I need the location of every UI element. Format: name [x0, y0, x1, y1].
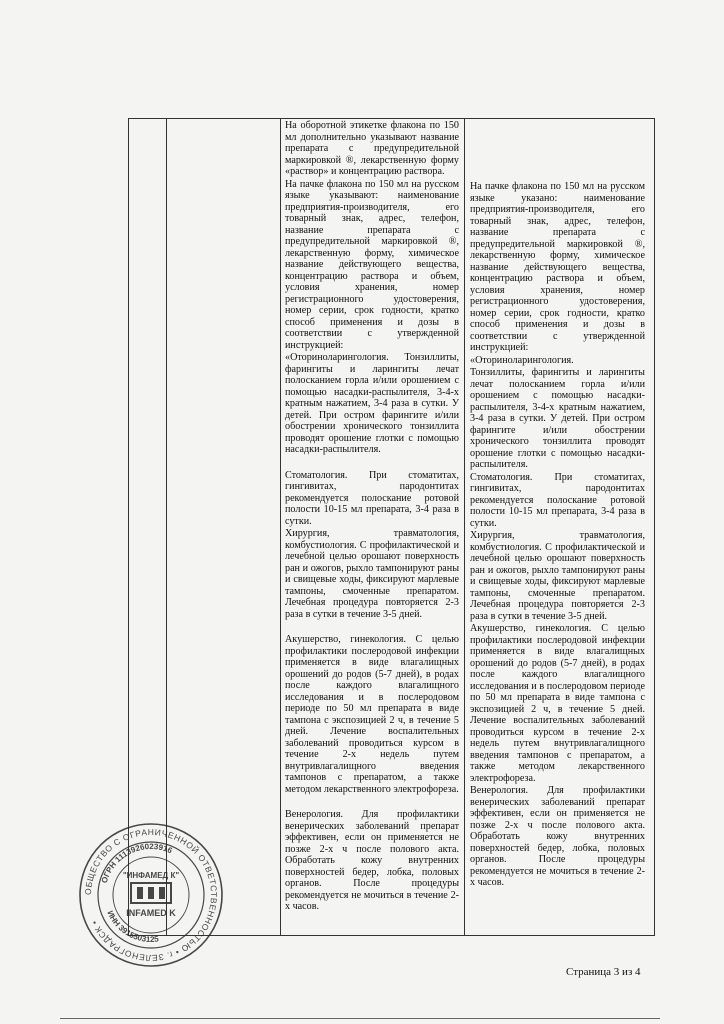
- paragraph: Стоматология. При стоматитах, гингивитах, пародонтитах рекомендуется полоскание ротовой полости 10-15 мл препарата, 3-4 раза в сутки.: [470, 471, 645, 529]
- table-column-divider: [280, 118, 281, 936]
- seal-emblem-icon: [131, 883, 171, 903]
- table-left-border: [128, 118, 129, 936]
- paragraph: Акушерство, гинекология. С целью профилактики послеродовой инфекции применяется в виде влагалищных орошений до родов (5-7 дней), в родах после каждого влагалищного исследования и в послеродовом периоде по 50 мл препарата в виде тампона с экспозицией 2 ч, в течение 5 дней. Лечение воспалительных заболеваний проводиться курсом в течение 2-х недель путем внутривлагалищного введения тампонов с препаратом, а также методом лекарственного электрофореза.: [470, 623, 645, 784]
- table-top-border: [128, 118, 655, 119]
- paragraph: Хирургия, травматология, комбустиология. С профилактической и лечебной целью орошают поверхность ран и ожогов, рыхло тампонируют раны и свищевые ходы, фиксируют марлевые тампоны, смоченные препаратом. Лечебная процедура повторяется 2-3 раза в сутки в течение 3-5 дней.: [470, 530, 645, 622]
- seal-name-bottom: INFAMED K: [126, 908, 176, 918]
- seal-inn: ИНН 3915503125: [105, 909, 160, 945]
- seal-name-top: "ИНФАМЕД К": [122, 871, 180, 880]
- seal-ring-text: ОБЩЕСТВО С ОГРАНИЧЕННОЙ ОТВЕТСТВЕННОСТЬЮ • г. ЗЕЛЕНОГРАДСК •: [82, 826, 220, 964]
- seal-ogrn: ОГРН 1113926023916: [99, 841, 174, 885]
- paragraph: Акушерство, гинекология. С целью профилактики послеродовой инфекции применяется в виде влагалищных орошений до родов (5-7 дней), в родах после каждого влагалищного исследования и в послеродовом периоде по 50 мл препарата в виде тампона с экспозицией 2 ч, в течение 5 дней. Лечение воспалительных заболеваний проводиться курсом в течение 2-х недель путем внутривлагалищного введения тампонов с препаратом, а также методом лекарственного электрофореза.: [285, 634, 459, 795]
- paragraph: Тонзиллиты, фарингиты и ларингиты лечат полосканием горла и/или орошением с помощью насадки-распылителя, 3-4-х кратным нажатием, 3-4 раза в сутки. У детей. При остром фарингите и/или обострении хронического тонзиллита проводят орошение глотки с помощью насадки-распылителя.: [470, 367, 645, 470]
- company-seal-stamp: [76, 820, 226, 970]
- paragraph: Стоматология. При стоматитах, гингивитах, пародонтитах рекомендуется полоскание ротовой полости 10-15 мл препарата, 3-4 раза в сутки.: [285, 469, 459, 527]
- paragraph: Хирургия, травматология, комбустиология. С профилактической и лечебной целью орошают поверхность ран и ожогов, рыхло тампонируют раны и свищевые ходы, фиксируют марлевые тампоны, смоченные препаратом. Лечебная процедура повторяется 2-3 раза в сутки в течение 3-5 дней.: [285, 528, 459, 620]
- table-column-divider: [464, 118, 465, 936]
- paragraph: Венерология. Для профилактики венерических заболеваний препарат эффективен, если он применяется не позже 2-х ч после полового акта. Обработать кожу внутренних поверхностей бедер, лобка, половых органов. После процедуры рекомендуется не мочиться в течение 2-х часов.: [470, 785, 645, 888]
- table-cell-proposed-text: [470, 181, 645, 890]
- table-right-border: [654, 118, 655, 936]
- table-cell-current-text: [285, 120, 459, 914]
- paragraph: Венерология. Для профилактики венерических заболеваний препарат эффективен, если он применяется не позже 2-х ч после полового акта. Обработать кожу внутренних поверхностей бедер, лобка, половых органов. После процедуры рекомендуется не мочиться в течение 2-х часов.: [285, 809, 459, 912]
- paragraph: «Оториноларингология. Тонзиллиты, фарингиты и ларингиты лечат полосканием горла и/или орошением с помощью насадки-распылителя, 3-4-х кратным нажатием, 3-4 раза в сутки. У детей. При остром фарингите и/или обострении хронического тонзиллита проводят орошение глотки с помощью насадки-распылителя.: [285, 352, 459, 455]
- paragraph: «Оториноларингология.: [470, 354, 574, 366]
- paragraph: На пачке флакона по 150 мл на русском языке указывают: наименование предприятия-производителя, его товарный знак, адрес, телефон, название препарата с предупредительной маркировкой ®, лекарственную форму, химическое название действующего вещества, концентрацию раствора и объем, условия хранения, номер регистрационного удостоверения, номер серии, срок годности, кратко способ применения и дозы в соответствии с утвержденной инструкцией:: [285, 178, 459, 351]
- page-number: Страница 3 из 4: [566, 966, 641, 978]
- table-column-divider: [166, 118, 167, 936]
- paragraph: На пачке флакона по 150 мл на русском языке указано: наименование предприятия-производителя, его товарный знак, адрес, телефон, название препарата с предупредительной маркировкой ®, лекарственную форму, химическое название действующего вещества, концентрацию раствора и объем, условия хранения, номер регистрационного удостоверения, номер серии, срок годности, кратко способ применения и дозы в соответствии с утвержденной инструкцией:: [470, 181, 645, 353]
- paragraph: На оборотной этикетке флакона по 150 мл дополнительно указывают название препарата с предупредительной маркировкой ®, лекарственную форму «раствор» и концентрацию раствора.: [285, 120, 459, 177]
- page-bottom-rule: [60, 1018, 660, 1019]
